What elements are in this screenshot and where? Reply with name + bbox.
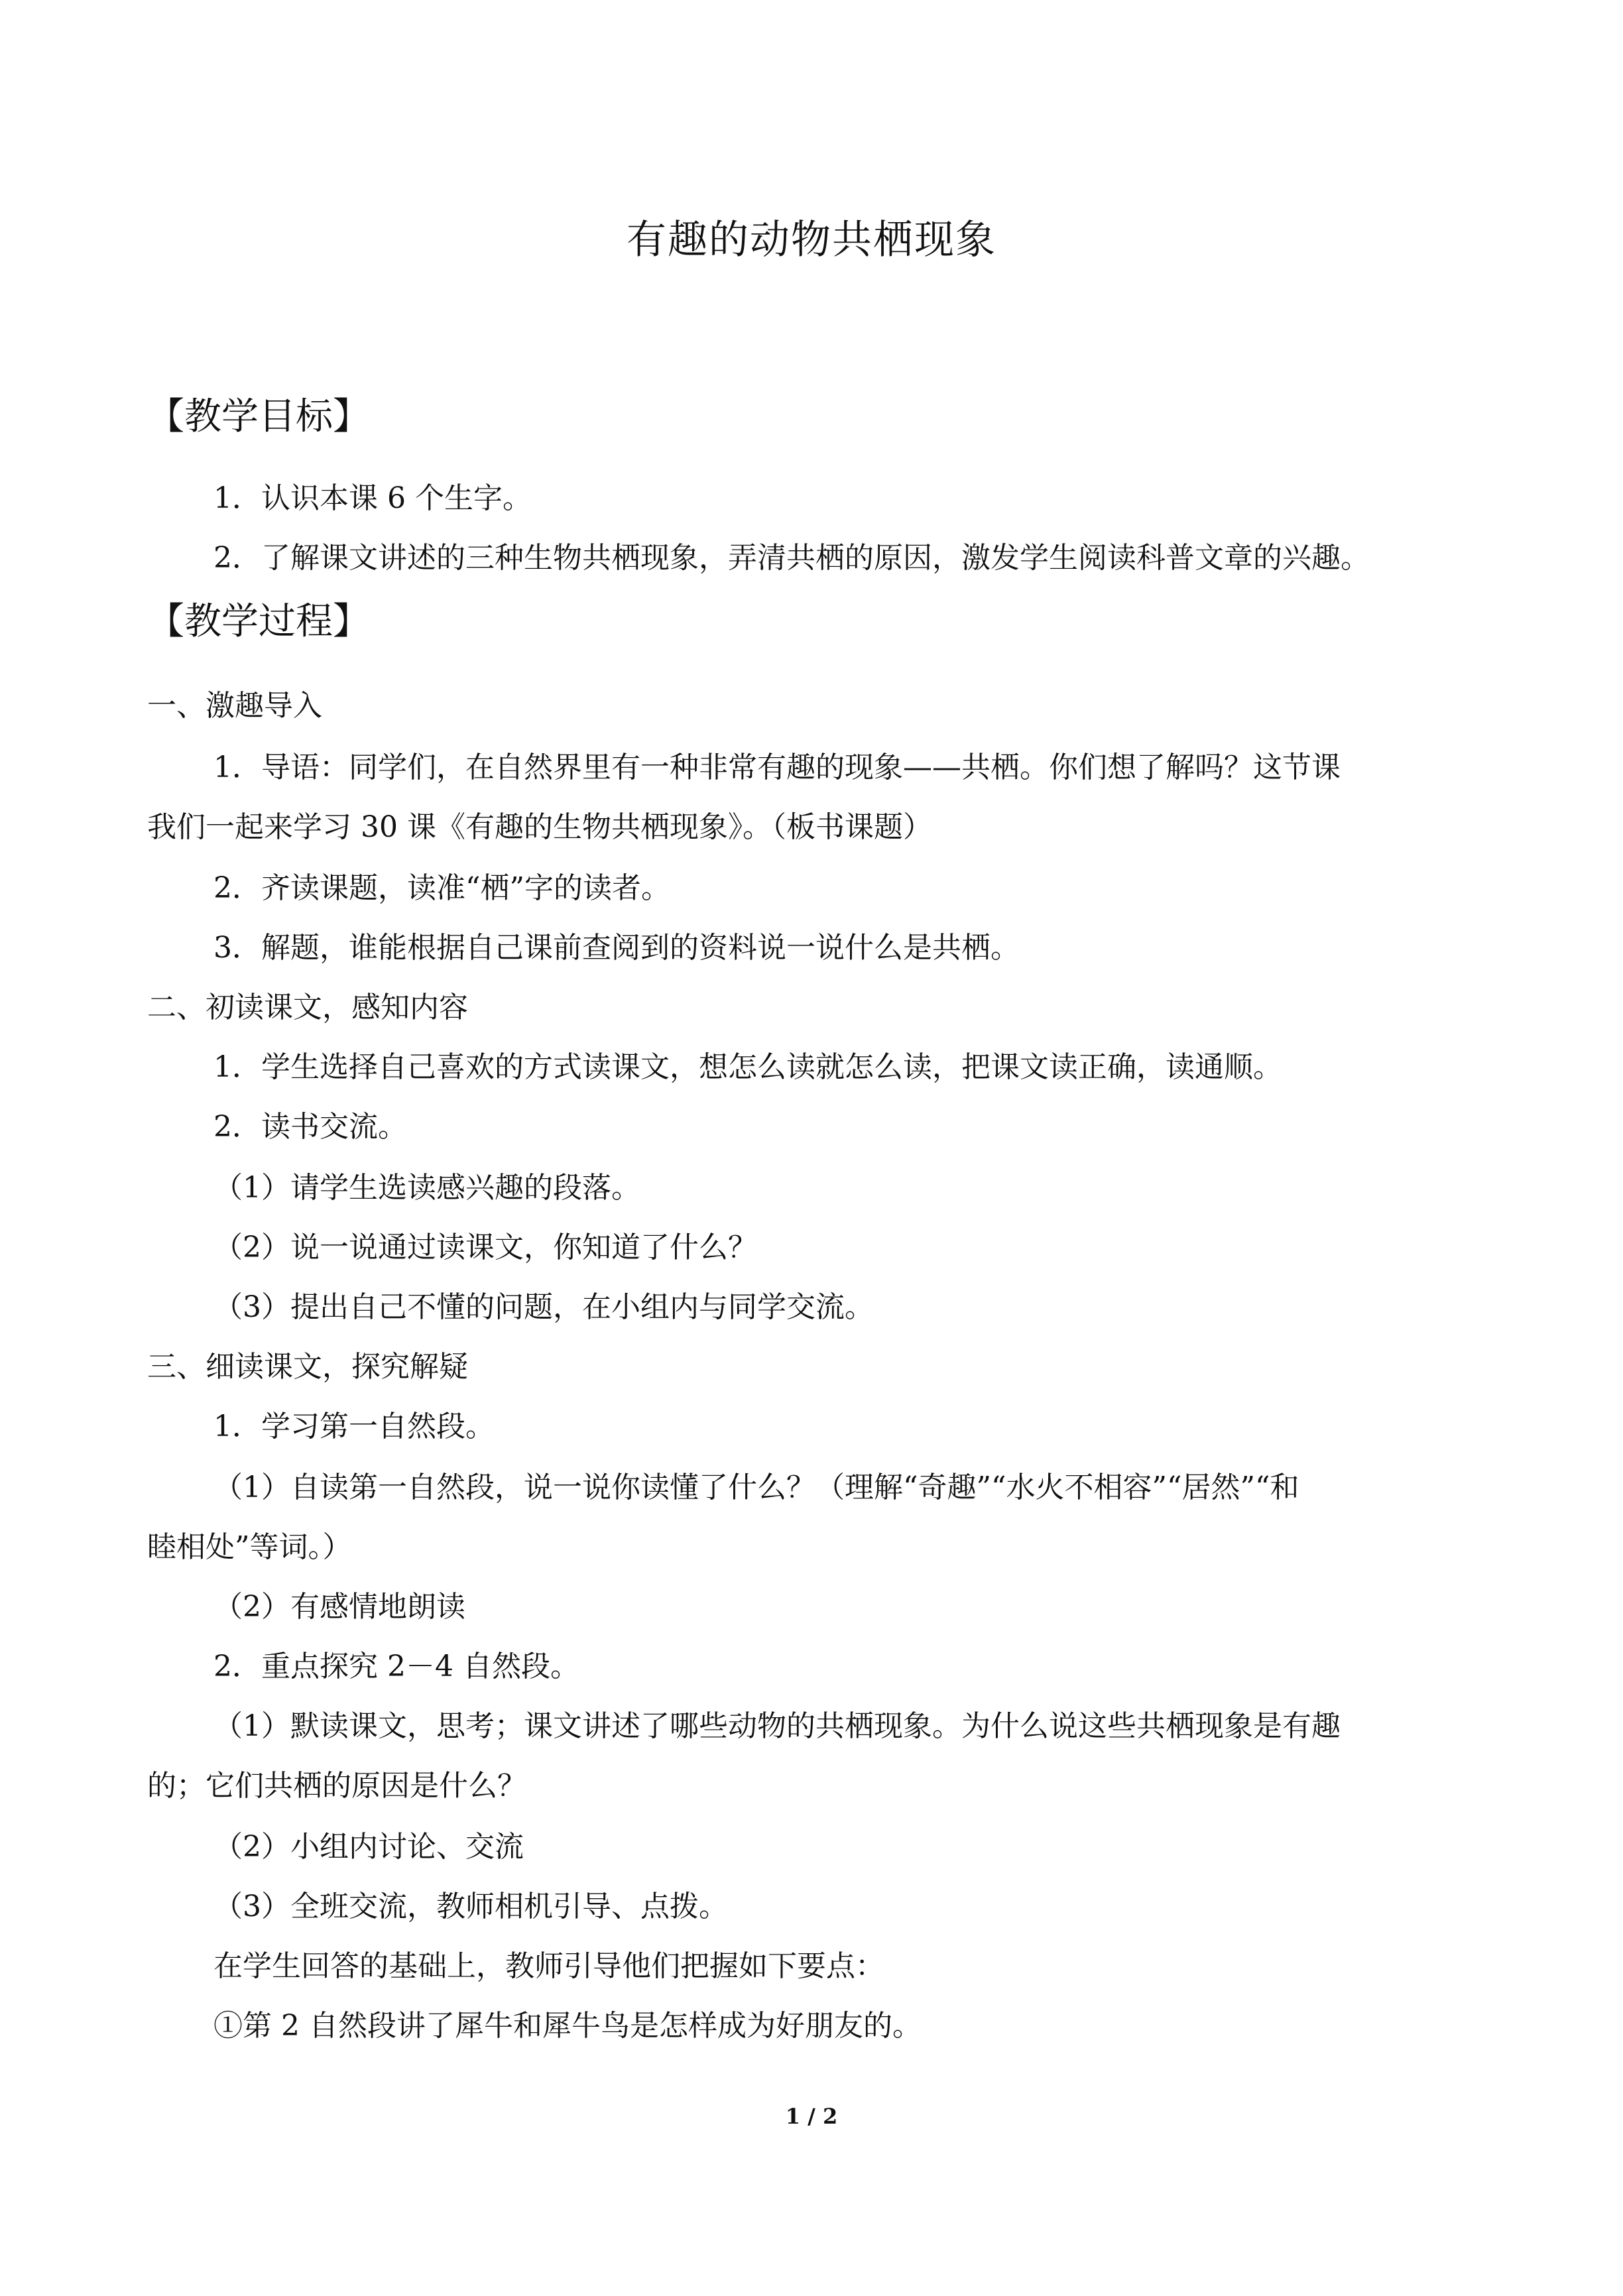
paragraph-line: 2．读书交流。 bbox=[213, 1110, 407, 1144]
paragraph-line: （2）说一说通过读课文，你知道了什么？ bbox=[213, 1231, 757, 1264]
paragraph-line: 在学生回答的基础上，教师引导他们把握如下要点： bbox=[213, 1949, 884, 1983]
paragraph-line: （3）全班交流，教师相机引导、点拨。 bbox=[213, 1890, 728, 1923]
paragraph-line: 2．齐读课题，读准“栖”字的读者。 bbox=[213, 871, 670, 905]
objective-item: 1．认识本课 6 个生字。 bbox=[213, 481, 532, 515]
process-heading: 【教学过程】 bbox=[147, 600, 370, 643]
document-title: 有趣的动物共栖现象 bbox=[627, 217, 996, 263]
paragraph-line: （1）默读课文，思考；课文讲述了哪些动物的共栖现象。为什么说这些共栖现象是有趣 bbox=[213, 1709, 1341, 1743]
paragraph-line: 1．导语：同学们，在自然界里有一种非常有趣的现象——共栖。你们想了解吗？这节课 bbox=[213, 751, 1341, 784]
paragraph-line: （3）提出自己不懂的问题，在小组内与同学交流。 bbox=[213, 1290, 874, 1324]
paragraph-line: 1．学生选择自己喜欢的方式读课文，想怎么读就怎么读，把课文读正确，读通顺。 bbox=[213, 1050, 1282, 1084]
paragraph-line: 2．重点探究 2－4 自然段。 bbox=[213, 1650, 579, 1683]
paragraph-line: 的；它们共栖的原因是什么？ bbox=[147, 1769, 526, 1803]
paragraph-line: （1）请学生选读感兴趣的段落。 bbox=[213, 1171, 640, 1205]
paragraph-line: 3．解题，谁能根据自己课前查阅到的资料说一说什么是共栖。 bbox=[213, 931, 1020, 965]
section-heading: 一、激趣导入 bbox=[147, 689, 322, 723]
section-heading: 三、细读课文，探究解疑 bbox=[147, 1350, 468, 1384]
paragraph-line: （1）自读第一自然段，说一说你读懂了什么？（理解“奇趣”“水火不相容”“居然”“和 bbox=[213, 1471, 1299, 1504]
objective-item: 2．了解课文讲述的三种生物共栖现象，弄清共栖的原因，激发学生阅读科普文章的兴趣。 bbox=[213, 541, 1370, 575]
objectives-heading: 【教学目标】 bbox=[147, 395, 370, 438]
page-number: 1 / 2 bbox=[785, 2104, 838, 2129]
section-heading: 二、初读课文，感知内容 bbox=[147, 991, 468, 1024]
paragraph-line: （2）有感情地朗读 bbox=[213, 1590, 465, 1624]
paragraph-line: 睦相处”等词。） bbox=[147, 1530, 352, 1564]
paragraph-line: （2）小组内讨论、交流 bbox=[213, 1830, 524, 1864]
paragraph-line: 我们一起来学习 30 课《有趣的生物共栖现象》。（板书课题） bbox=[147, 810, 932, 844]
paragraph-line: ①第 2 自然段讲了犀牛和犀牛鸟是怎样成为好朋友的。 bbox=[213, 2009, 922, 2043]
paragraph-line: 1．学习第一自然段。 bbox=[213, 1410, 495, 1443]
